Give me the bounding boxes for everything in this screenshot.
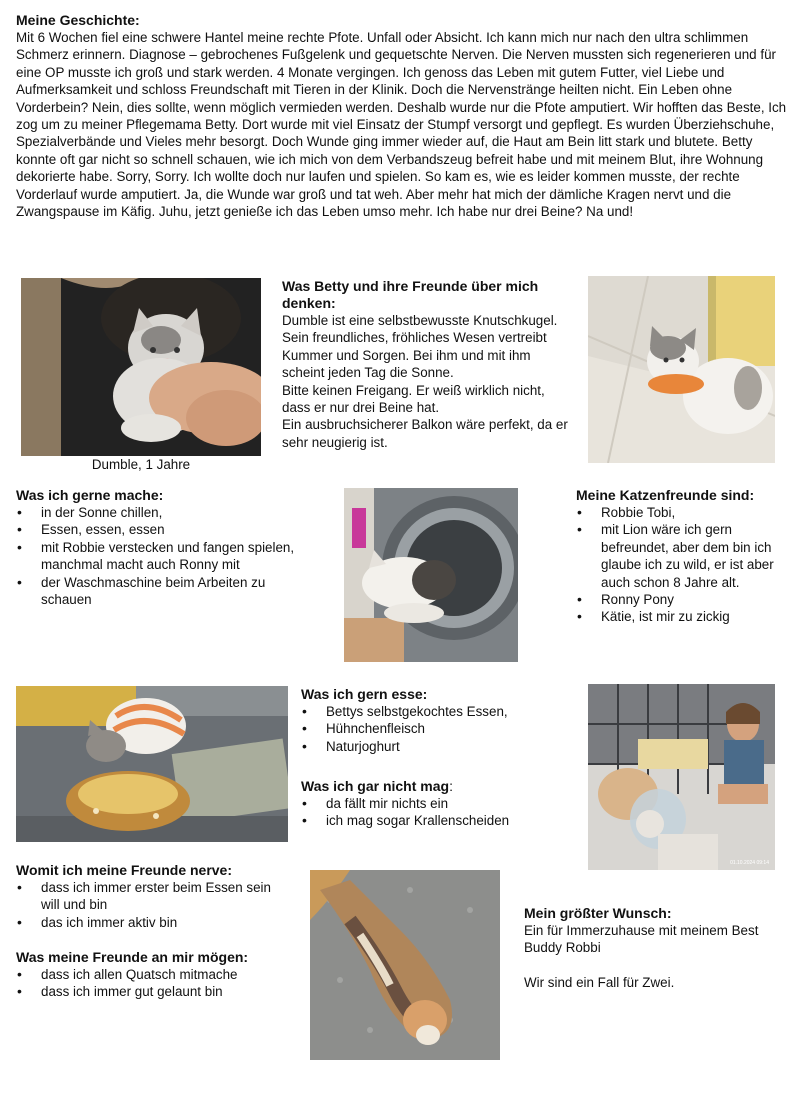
story-text: Mit 6 Wochen fiel eine schwere Hantel meine rechte Pfote. Unfall oder Absicht. Ich kann mich nur nach den ultra schlimmen Schmerz erinnern. Diagnose – gebrochenes Fußgelenk und gequetschte Nerven. Die Nerven mussten sich regenerieren und für eine OP musste ich groß und stark werden. 4 Monate vergingen. Ich genoss das Leben mit gutem Futter, viel Liebe und Aufmerksamkeit und schloss Freundschaft mit Tieren in der Klinik. Doch die Nervenstränge heilten nicht. Ein Leben ohne Vorderbein? Nein, dies sollte, wenn möglich vermieden werden. Deshalb wurde nur die Pfote amputiert. Wir hofften das Beste, Ich zog um zu meiner Pflegemama Betty. Dort wurde mit viel Einsatz der Stumpf versorgt und gepflegt. Es wurden Überziehschuhe, Spezialverbände und Vieles mehr besorgt. Doch Wunde ging immer wieder auf, die Haut am Bein litt stark und blutete. Betty konnte oft gar nicht so schnell schauen, wie ich mich von dem Verbandszeug befreit habe und mit meinem Blut, ihre Wohnung dekorierte habe. Sorry, Sorry. Ich wollte doch nur laufen und spielen. So kam es, wie es leider kommen musste, der rechte Vorderlauf wurde amputiert. Ja, die Wunde war groß und tat weh. Aber mehr hat mich der dämliche Kragen nervt und die Zwangspause im Käfig. Juhu, jetzt genieße ich das Leben umso mehr. Ich habe nur drei Beine? Na und!	[16, 30, 787, 220]
photo-cat-tail	[310, 870, 500, 1060]
betty-text-1: Dumble ist eine selbstbewusste Knutschkugel. Sein freundliches, fröhliches Wesen vertreibt Kummer und Sorgen. Bei ihm und mit ihm scheint jeden Tag die Sonne.	[282, 313, 558, 381]
wish-section	[524, 905, 794, 991]
wish-text: Ein für Immerzuhause mit meinem Best Buddy Robbi	[524, 923, 759, 956]
wish-closing: Wir sind ein Fall für Zwei.	[524, 974, 675, 990]
likes-title: Was ich gerne mache:	[16, 487, 164, 503]
dislike-heading	[301, 778, 571, 795]
annoy-list	[16, 879, 286, 931]
photo-cat-eating	[16, 686, 288, 842]
wish-title: Mein größter Wunsch:	[524, 905, 672, 921]
list-item: • Essen, essen, essen	[16, 521, 296, 538]
betty-text-3: Ein ausbruchsicherer Balkon wäre perfekt, da er sehr neugierig ist.	[282, 417, 568, 450]
list-item: • Naturjoghurt	[301, 738, 571, 755]
food-list	[301, 703, 571, 755]
list-item: • dass ich immer gut gelaunt bin	[16, 983, 296, 1000]
food-section	[301, 686, 571, 755]
list-item: • dass ich allen Quatsch mitmache	[16, 966, 296, 983]
list-item: • mit Lion wäre ich gern befreundet, aber dem bin ich glaube ich zu wild, er ist aber auch schon 8 Jahre alt.	[576, 521, 796, 591]
photo-cat-cone	[588, 684, 775, 870]
list-item: • dass ich immer erster beim Essen sein will und bin	[16, 879, 286, 914]
story-section	[16, 12, 796, 220]
list-item: • das ich immer aktiv bin	[16, 914, 286, 931]
photo-cat-floor	[588, 276, 775, 463]
betty-text-2: Bitte keinen Freigang. Er weiß wirklich nicht, dass er nur drei Beine hat.	[282, 382, 545, 416]
friends-section	[576, 487, 796, 626]
friends-title: Meine Katzenfreunde sind:	[576, 487, 755, 503]
list-item: • da fällt mir nichts ein	[301, 795, 571, 812]
photo-kitten-held	[21, 278, 261, 456]
dislike-list	[301, 795, 571, 830]
annoy-title: Womit ich meine Freunde nerve:	[16, 862, 233, 878]
photo-washing-machine	[344, 488, 518, 662]
list-item: • Bettys selbstgekochtes Essen,	[301, 703, 571, 720]
list-item: • Robbie Tobi,	[576, 504, 796, 521]
list-item: • Kätie, ist mir zu zickig	[576, 608, 796, 625]
list-item: • ich mag sogar Krallenscheiden	[301, 812, 571, 829]
loved-title: Was meine Freunde an mir mögen:	[16, 949, 249, 965]
annoy-section	[16, 862, 286, 931]
list-item: • in der Sonne chillen,	[16, 504, 296, 521]
list-item: • der Waschmaschine beim Arbeiten zu schauen	[16, 574, 296, 609]
list-item: • Hühnchenfleisch	[301, 720, 571, 737]
food-title: Was ich gern esse:	[301, 686, 428, 702]
dislike-title: Was ich gar nicht mag	[301, 778, 450, 794]
photo-timestamp: 01.10.2024 09:14	[730, 860, 769, 866]
photo-caption: Dumble, 1 Jahre	[91, 457, 191, 472]
loved-section	[16, 949, 296, 1001]
betty-title: Was Betty und ihre Freunde über mich denken:	[282, 278, 539, 311]
story-title: Meine Geschichte:	[16, 12, 140, 28]
betty-section	[282, 278, 572, 451]
likes-list	[16, 504, 296, 608]
dislike-colon: :	[449, 778, 453, 794]
list-item: • mit Robbie verstecken und fangen spielen, manchmal macht auch Ronny mit	[16, 539, 296, 574]
list-item: • Ronny Pony	[576, 591, 796, 608]
loved-list	[16, 966, 296, 1001]
likes-section	[16, 487, 296, 608]
dislike-section	[301, 778, 571, 830]
friends-list	[576, 504, 796, 626]
